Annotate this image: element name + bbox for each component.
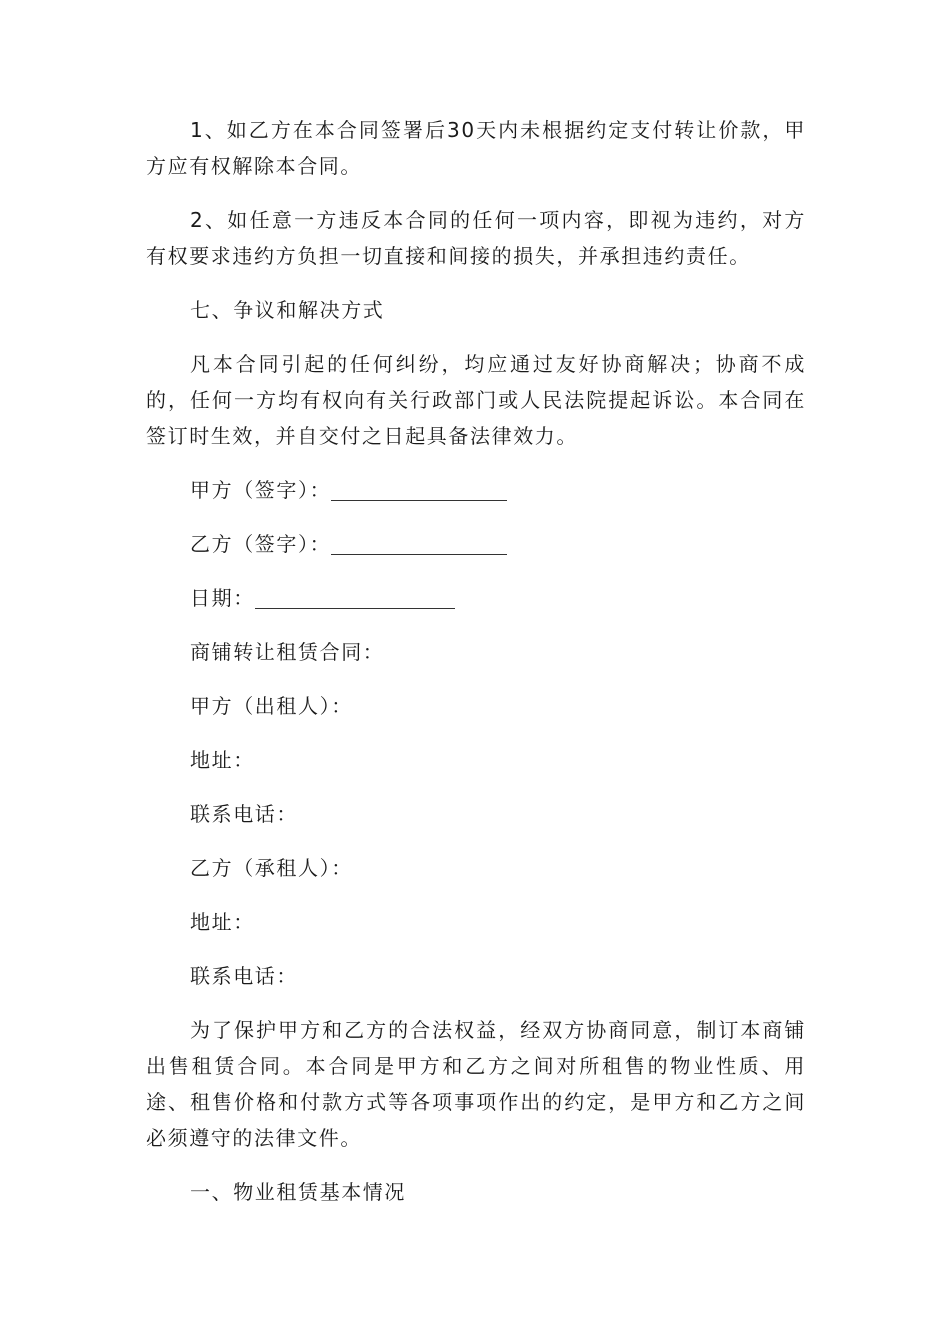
section-7-heading: 七、争议和解决方式: [190, 298, 385, 322]
date-blank: [255, 586, 455, 609]
section-1-heading: 一、物业租赁基本情况: [190, 1180, 406, 1204]
lessee-phone-label: 联系电话：: [190, 964, 298, 988]
party-b-signature-line: [146, 526, 806, 562]
party-a-signature-label: 甲方（签字）：: [190, 478, 332, 502]
clause-termination: 1、如乙方在本合同签署后30天内未根据约定支付转让价款，甲方应有权解除本合同。: [146, 118, 806, 178]
document-page: [146, 112, 806, 1210]
party-b-signature-blank: [331, 532, 507, 555]
section-7-body: 凡本合同引起的任何纠纷，均应通过友好协商解决；协商不成的，任何一方均有权向有关行政部门或人民法院提起诉讼。本合同在签订时生效，并自交付之日起具备法律效力。: [146, 352, 806, 448]
new-contract-title: 商铺转让租赁合同：: [190, 640, 385, 664]
preamble: 为了保护甲方和乙方的合法权益，经双方协商同意，制订本商铺出售租赁合同。本合同是甲方和乙方之间对所租售的物业性质、用途、租售价格和付款方式等各项事项作出的约定，是甲方和乙方之间必须遵守的法律文件。: [146, 1018, 806, 1150]
lessor-address-label: 地址：: [190, 748, 255, 772]
party-a-signature-line: [146, 472, 806, 508]
clause-breach: 2、如任意一方违反本合同的任何一项内容，即视为违约，对方有权要求违约方负担一切直接和间接的损失，并承担违约责任。: [146, 208, 806, 268]
lessor-phone-label: 联系电话：: [190, 802, 298, 826]
party-b-signature-label: 乙方（签字）：: [190, 532, 332, 556]
lessee-label: 乙方（承租人）：: [190, 856, 353, 880]
lessee-address-label: 地址：: [190, 910, 255, 934]
lessor-label: 甲方（出租人）：: [190, 694, 353, 718]
date-label: 日期：: [190, 586, 255, 610]
date-line: [146, 580, 806, 616]
party-a-signature-blank: [331, 478, 507, 501]
